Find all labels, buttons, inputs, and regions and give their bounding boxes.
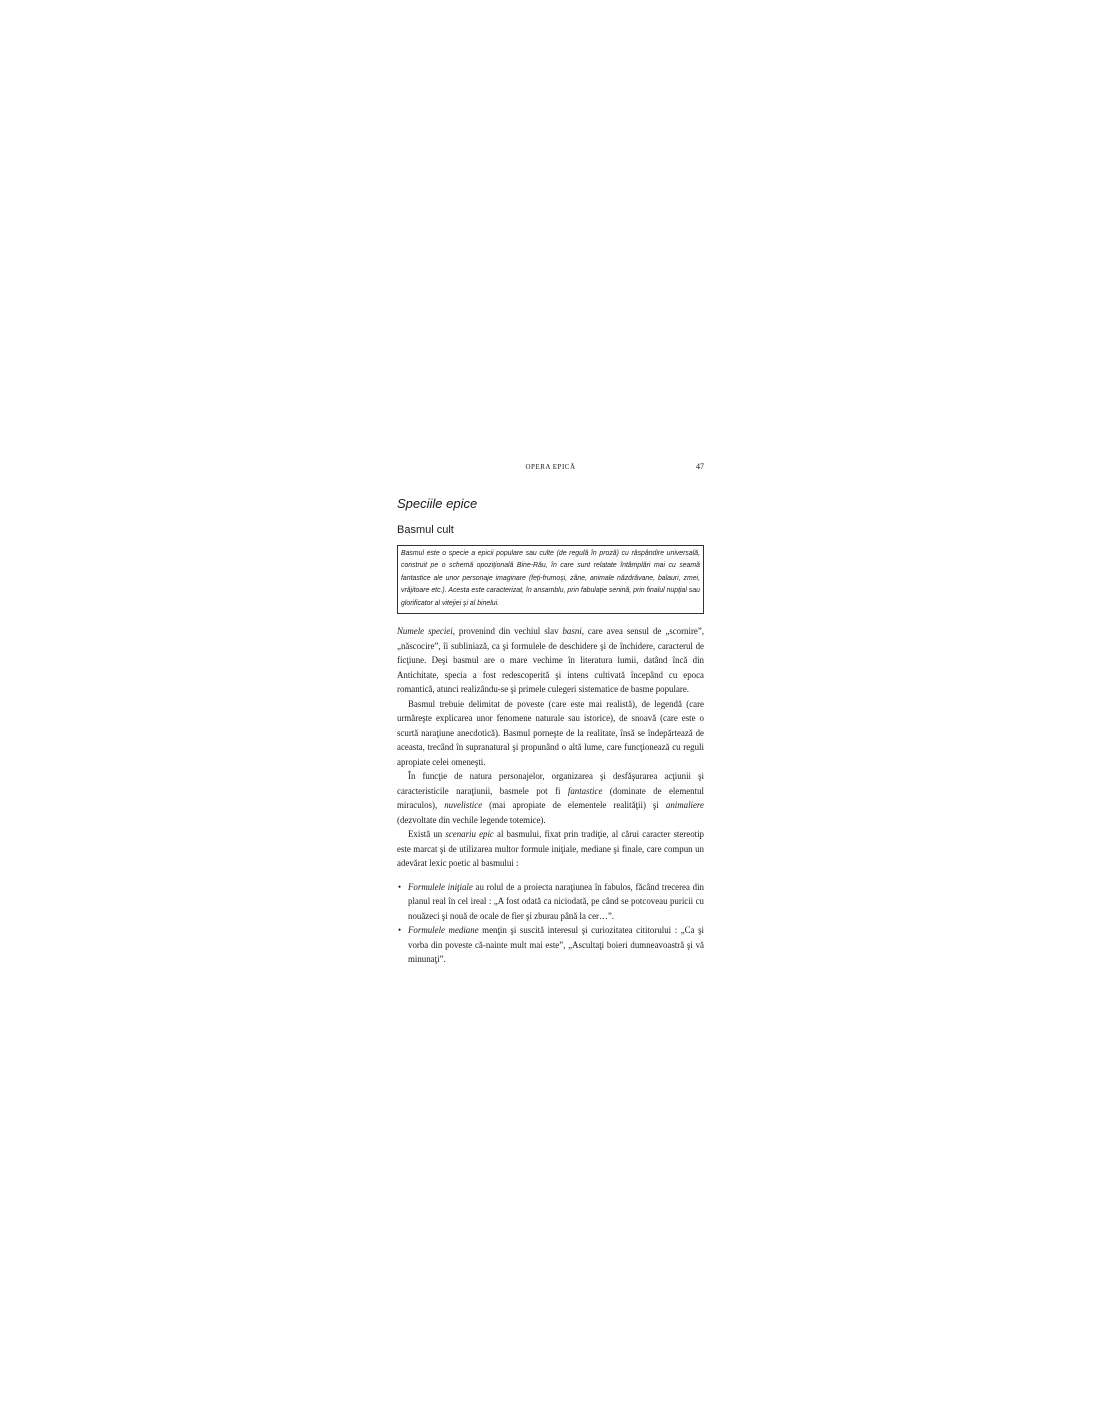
list-item [397,880,704,924]
subsection-title: Basmul cult [397,524,454,536]
emphasized-term: basni [562,626,582,637]
list-item-text: menţin şi suscită interesul şi curiozitatea cititorului : „Ca şi vorba din poveste că-nainte mult mai este”, „Ascultaţi boieri dumneavoastră şi vă minunaţi”. [408,925,704,965]
paragraph-types [397,769,704,827]
running-header [397,458,704,474]
paragraph-text: (dezvoltate din vechile legende totemice). [397,814,546,825]
paragraph-text: , provenind din vechiul slav [452,626,563,637]
paragraph-text: În funcţie de natura personajelor, organizarea şi desfăşurarea acţiunii şi caracteristicile naraţiunii, basmele pot fi [397,771,704,796]
emphasized-term: Numele speciei [397,626,453,637]
body-text [397,624,704,967]
book-page [397,458,704,967]
formula-list [397,880,704,967]
emphasized-term: Formulele iniţiale [408,881,473,892]
emphasized-term: nuvelistice [444,800,483,811]
emphasized-term: Formulele mediane [408,925,479,936]
emphasized-term: animaliere [665,800,704,811]
definition-box: Basmul este o specie a epicii populare sau culte (de regulă în proză) cu răspândire universală, construit pe o schemă opoziţională Bine-Rău, în care sunt relatate întâmplări mai cu seamă fantastice ale unor personaje imaginare (feţi-frumoşi, zâne, animale năzdrăvane, balauri, zmei, vrăjitoare etc.). Acesta este caracterizat, în ansamblu, prin fabulaţie senină, prin finalul nupţial sau glorificator al vitejiei şi al binelui. [397,545,704,614]
emphasized-term: fantastice [567,785,603,796]
bullet-marker: • [398,881,402,892]
emphasized-term: scenariu epic [445,829,494,840]
list-item-text: au rolul de a proiecta naraţiunea în fabulos, făcând trecerea din planul real în cel ireal : „A fost odată ca niciodată, pe când se potcoveau puricii cu nouăzeci şi nouă de ocale de fier şi zburau până la cer…”. [408,881,704,921]
bullet-marker: • [398,925,402,936]
paragraph-text: (mai apropiate de elementele realităţii) şi [482,800,666,811]
paragraph-epic-scenario [397,827,704,871]
paragraph-text: al basmului, fixat prin tradiţie, al cărui caracter stereotip este marcat şi de utilizarea multor formule iniţiale, mediane şi finale, care compun un adevărat lexic poetic al basmului : [397,829,704,869]
paragraph-text: , care avea sensul de „scornire”, „născocire”, îi subliniază, ca şi formulele de deschidere şi de închidere, caracterul de ficţiune. Deşi basmul are o mare vechime în literatura lumii, datând încă din Antichitate, specia a fost redescoperită şi intens cultivată începând cu epoca romantică, atunci realizându-se şi primele culegeri sistematice de basme populare. [397,626,704,695]
running-title: OPERA EPICĂ [525,463,576,471]
paragraph-delimitation: Basmul trebuie delimitat de poveste (care este mai realistă), de legendă (care urmăreşte explicarea unor fenomene naturale sau istorice), de snoavă (care este o scurtă naraţiune anecdotică). Basmul porneşte de la realitate, însă se îndepărtează de aceasta, trecând în supranatural şi propunând o altă lume, care funcţionează cu reguli apropiate celei omeneşti. [397,698,704,767]
page-number: 47 [696,462,704,471]
paragraph-text: Există un [408,829,446,840]
paragraph-species-name [397,624,704,697]
paragraph-text: (dominate de elementul miraculos), [397,785,704,811]
section-title: Speciile epice [397,496,478,511]
list-item [397,923,704,967]
